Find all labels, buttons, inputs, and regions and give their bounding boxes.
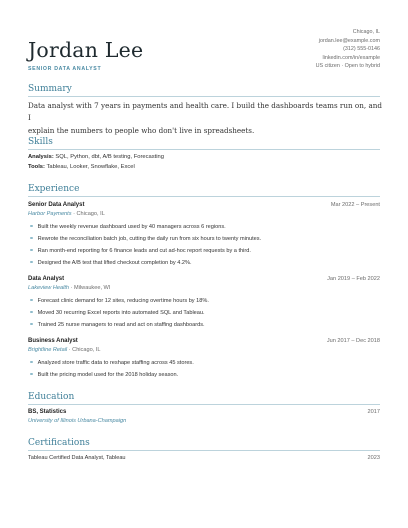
summary-text — [28, 100, 382, 137]
bullet-dot-icon — [30, 261, 33, 264]
job-bullet — [30, 236, 261, 242]
bullet-dot-icon — [30, 373, 33, 376]
section-divider — [28, 450, 380, 451]
summary-line: explain the numbers to people who don't live in spreadsheets. — [28, 125, 255, 135]
bullet-dot-icon — [30, 311, 33, 314]
education-school: University of Illinois Urbana-Champaign — [28, 418, 127, 424]
job-dates: Jun 2017 – Dec 2018 — [326, 338, 380, 344]
bullet-text: Designed the A/B test that lifted checkout completion by 4.2%. — [37, 260, 192, 266]
job-title: Business Analyst — [28, 338, 78, 344]
bullet-dot-icon — [30, 323, 33, 326]
skill-value: Tableau, Looker, Snowflake, Excel — [44, 164, 135, 170]
job-bullet — [30, 260, 192, 266]
section-title-certifications: Certifications — [28, 438, 90, 448]
job-title: Senior Data Analyst — [28, 202, 85, 208]
job-location: · Chicago, IL — [71, 211, 105, 217]
bullet-text: Ran month-end reporting for 6 finance leads and cut ad-hoc report requests by a third. — [37, 248, 251, 254]
job-dates: Jan 2019 – Feb 2022 — [327, 276, 380, 282]
job-company: Harbor Payments — [28, 211, 72, 217]
skill-value: SQL, Python, dbt, A/B testing, Forecasting — [53, 154, 164, 160]
job-bullet — [30, 224, 226, 230]
section-divider — [28, 149, 380, 150]
skill-label: Analysis: — [28, 154, 54, 160]
education-year: 2017 — [367, 409, 380, 415]
section-title-skills: Skills — [28, 137, 53, 147]
bullet-dot-icon — [30, 361, 33, 364]
bullet-dot-icon — [30, 237, 33, 240]
job-bullet — [30, 372, 178, 378]
job-bullet — [30, 310, 205, 316]
section-title-experience: Experience — [28, 184, 80, 194]
job-bullet — [30, 298, 209, 304]
bullet-dot-icon — [30, 299, 33, 302]
bullet-text: Forecast clinic demand for 12 sites, reducing overtime hours by 18%. — [37, 298, 209, 304]
bullet-text: Moved 30 recurring Excel reports into automated SQL and Tableau. — [37, 310, 205, 316]
certification-year: 2023 — [367, 455, 380, 461]
job-company-line — [28, 285, 110, 291]
section-divider — [28, 96, 380, 97]
job-location: · Chicago, IL — [67, 347, 101, 353]
bullet-dot-icon — [30, 225, 33, 228]
candidate-name: Jordan Lee — [28, 38, 144, 62]
education-degree: BS, Statistics — [28, 409, 67, 415]
job-bullet — [30, 248, 251, 254]
job-bullet — [30, 360, 194, 366]
bullet-text: Built the weekly revenue dashboard used by 40 managers across 6 regions. — [37, 224, 226, 230]
contact-block — [316, 28, 380, 71]
skill-row — [28, 154, 164, 160]
bullet-text: Rewrote the reconciliation batch job, cutting the daily run from six hours to twenty minutes. — [37, 236, 262, 242]
certification-issuer: , Tableau — [102, 455, 126, 461]
certification-name: Tableau Certified Data Analyst — [28, 455, 103, 461]
job-company: Lakeview Health — [28, 285, 70, 291]
job-title: Data Analyst — [28, 276, 65, 282]
section-title-education: Education — [28, 392, 75, 402]
job-company: Brightline Retail — [28, 347, 68, 353]
candidate-title: SENIOR DATA ANALYST — [28, 66, 102, 72]
skill-label: Tools: — [28, 164, 45, 170]
bullet-text: Analyzed store traffic data to reshape staffing across 45 stores. — [37, 360, 194, 366]
section-title-summary: Summary — [28, 84, 72, 94]
summary-line: Data analyst with 7 years in payments and health care. I build the dashboards teams run on, and I — [28, 101, 382, 123]
bullet-dot-icon — [30, 249, 33, 252]
section-divider — [28, 196, 380, 197]
bullet-text: Built the pricing model used for the 2018 holiday season. — [37, 372, 179, 378]
skill-row — [28, 164, 135, 170]
job-company-line — [28, 347, 100, 353]
contact-email: jordan.lee@example.com — [318, 37, 380, 44]
certification-row — [28, 455, 126, 461]
job-location: · Milwaukee, WI — [69, 285, 111, 291]
job-dates: Mar 2022 – Present — [330, 202, 380, 208]
job-company-line — [28, 211, 105, 217]
contact-status: US citizen · Open to hybrid — [315, 63, 380, 70]
job-bullet — [30, 322, 205, 328]
contact-linkedin: linkedin.com/in/example — [322, 54, 380, 61]
section-divider — [28, 404, 380, 405]
contact-phone: (312) 555-0146 — [343, 46, 380, 53]
contact-location: Chicago, IL — [352, 29, 380, 35]
bullet-text: Trained 25 nurse managers to read and act on staffing dashboards. — [37, 322, 205, 328]
